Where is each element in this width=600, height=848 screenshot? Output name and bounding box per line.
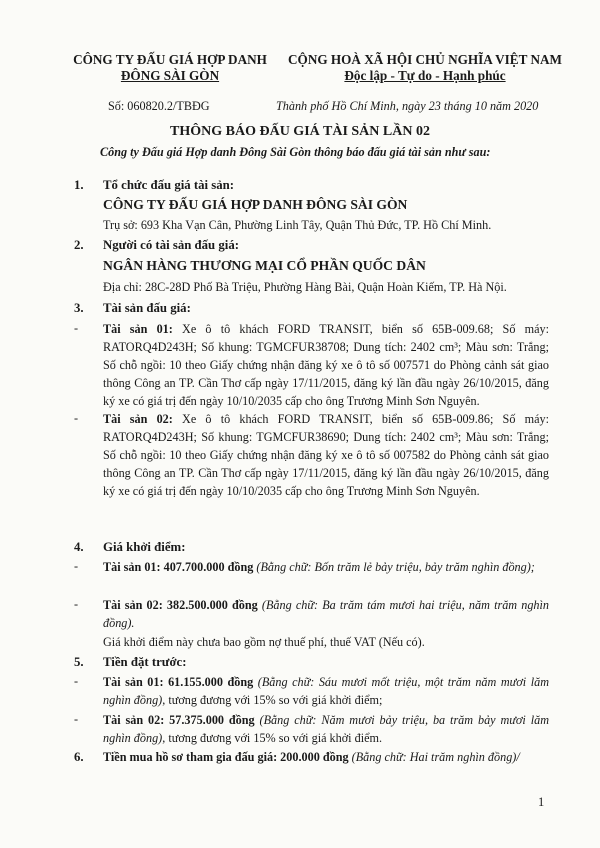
starting-price-1-words: (Bằng chữ: Bốn trăm lẻ bảy triệu, bảy trăm nghìn đồng); — [253, 560, 535, 574]
org-subname: ĐÔNG SÀI GÒN — [120, 68, 220, 83]
deposit-2-label: Tài sản 02: 57.375.000 đồng — [103, 713, 255, 727]
section-6-words: (Bằng chữ: Hai trăm nghìn đồng)/ — [348, 750, 520, 764]
starting-price-2-label: Tài sản 02: 382.500.000 đồng — [103, 598, 258, 612]
asset-2-description — [103, 410, 549, 500]
asset-1-text: Xe ô tô khách FORD TRANSIT, biển số 65B-009.68; Số máy: RATORQ4D243H; Số khung: TGMCFUR38708; Dung tích: 2402 cm³; Màu sơn: Trắng; Số chỗ ngồi: 10 theo Giấy chứng nhận đăng ký xe ô tô số 007571 do Phòng cảnh sát giao thông Công an TP. Cần Thơ cấp ngày 17/11/2015, đăng ký lần đầu ngày 26/10/2015, đăng ký xe có giá trị đến ngày 10/10/2035 cấp cho ông Trương Minh Sơn Nguyên. — [103, 322, 549, 408]
list-bullet: - — [74, 597, 79, 611]
state-name: CỘNG HOÀ XÃ HỘI CHỦ NGHĨA VIỆT NAM — [288, 52, 562, 67]
deposit-1 — [103, 673, 549, 709]
page-subtitle: Công ty Đấu giá Hợp danh Đông Sài Gòn thông báo đấu giá tài sản như sau: — [100, 145, 491, 159]
deposit-2-words: (Bằng chữ: Năm mươi bảy triệu, ba trăm bảy mươi lăm nghìn đồng) — [103, 713, 549, 745]
auction-company-name: CÔNG TY ĐẤU GIÁ HỢP DANH ĐÔNG SÀI GÒN — [103, 197, 408, 212]
asset-2-text: Xe ô tô khách FORD TRANSIT, biển số 65B-009.86; Số máy: RATORQ4D243H; Số khung: TGMCFUR38690; Dung tích: 2402 cm³; Màu sơn: Trắng; Số chỗ ngồi: 10 theo Giấy chứng nhận đăng ký xe ô tô số 007582 do Phòng cảnh sát giao thông Công an TP. Cần Thơ cấp ngày 17/11/2015, đăng ký lần đầu ngày 26/10/2015, đăng ký xe có giá trị đến ngày 10/10/2035 cấp cho ông Trương Minh Sơn Nguyên. — [103, 412, 549, 498]
section-3-heading: Tài sản đấu giá: — [103, 301, 191, 315]
starting-price-note: Giá khởi điểm này chưa bao gồm nợ thuế phí, thuế VAT (Nếu có). — [103, 635, 425, 649]
doc-number: Số: 060820.2/TBĐG — [108, 99, 210, 113]
section-5-number: 5. — [74, 655, 84, 669]
asset-1-description — [103, 320, 549, 410]
starting-price-2 — [103, 596, 549, 632]
asset-owner-address: Địa chỉ: 28C-28D Phố Bà Triệu, Phường Hàng Bài, Quận Hoàn Kiếm, TP. Hà Nội. — [103, 280, 507, 294]
deposit-2-rest: , tương đương với 15% so với giá khởi điểm. — [162, 731, 383, 745]
asset-owner-name: NGÂN HÀNG THƯƠNG MẠI CỔ PHẦN QUỐC DÂN — [103, 258, 426, 273]
section-1-heading: Tổ chức đấu giá tài sản: — [103, 178, 235, 192]
section-2-number: 2. — [74, 238, 84, 252]
section-3-number: 3. — [74, 301, 84, 315]
section-6-number: 6. — [74, 750, 84, 764]
section-4-number: 4. — [74, 540, 84, 554]
place-date: Thành phố Hồ Chí Minh, ngày 23 tháng 10 năm 2020 — [276, 99, 539, 113]
asset-1-label: Tài sản 01: — [103, 322, 173, 336]
starting-price-1 — [103, 558, 549, 576]
auction-company-address: Trụ sở: 693 Kha Vạn Cân, Phường Linh Tây, Quận Thủ Đức, TP. Hồ Chí Minh. — [103, 218, 492, 232]
list-bullet: - — [74, 411, 79, 425]
section-5-heading: Tiền đặt trước: — [103, 655, 187, 669]
starting-price-1-label: Tài sản 01: 407.700.000 đồng — [103, 560, 254, 574]
page-title: THÔNG BÁO ĐẤU GIÁ TÀI SẢN LẦN 02 — [170, 124, 430, 139]
section-6-heading: Tiền mua hồ sơ tham gia đấu giá: 200.000 đồng — [103, 750, 349, 764]
deposit-1-words: (Bằng chữ: Sáu mươi mốt triệu, một trăm năm mươi lăm nghìn đồng) — [103, 675, 550, 707]
list-bullet: - — [74, 674, 79, 688]
state-motto: Độc lập - Tự do - Hạnh phúc — [344, 68, 506, 83]
deposit-1-rest: , tương đương với 15% so với giá khởi điểm; — [162, 693, 383, 707]
section-4-heading: Giá khởi điểm: — [103, 540, 186, 554]
org-name: CÔNG TY ĐẤU GIÁ HỢP DANH — [73, 52, 267, 67]
deposit-2 — [103, 711, 549, 747]
page-number: 1 — [538, 795, 545, 809]
starting-price-2-words: (Bằng chữ: Ba trăm tám mươi hai triệu, năm trăm nghìn đồng). — [103, 598, 550, 630]
list-bullet: - — [74, 559, 79, 573]
list-bullet: - — [74, 712, 79, 726]
section-1-number: 1. — [74, 178, 84, 192]
section-6-text — [103, 750, 520, 765]
section-2-heading: Người có tài sản đấu giá: — [103, 238, 239, 252]
asset-2-label: Tài sản 02: — [103, 412, 173, 426]
deposit-1-label: Tài sản 01: 61.155.000 đồng — [103, 675, 254, 689]
list-bullet: - — [74, 321, 79, 335]
